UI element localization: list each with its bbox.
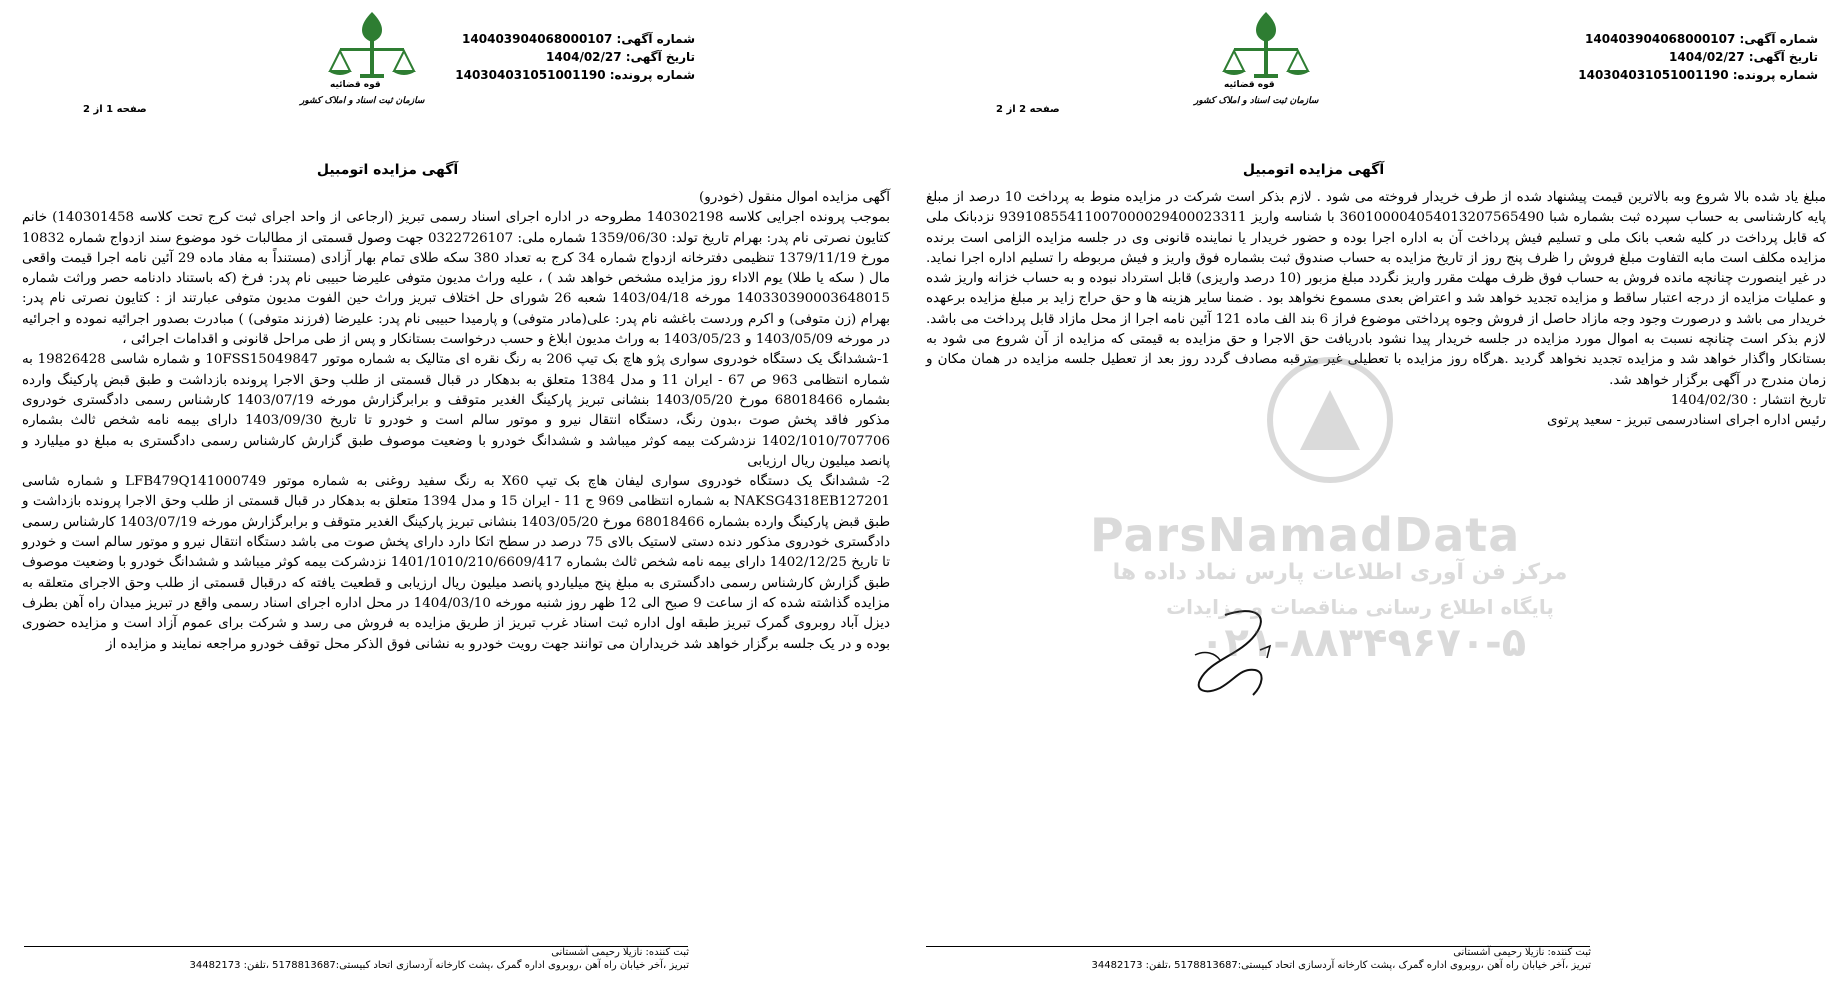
body-paragraph: مبلغ یاد شده بالا شروع وبه بالاترین قیمت پیشنهاد شده از طرف خریدار فروخته می شود . لازم بذکر است شرکت در مزایده منوط به پرداخت 10 درصد از مبلغ پایه کارشناسی به حساب سپرده ثبت بشماره شبا 360100004054013207565490 با شناسه واریز 93910855411007000029400023311 نزدبانک ملی که قابل پرداخت در کلیه شعب بانک ملی و تسلیم فیش پرداخت آن به اداره اجرا بوده و حضور خریدار یا نماینده قانونی وی در جلسه مزایده الزامی است برنده مزایده مکلف است مابه التفاوت مبلغ فروش را ظرف پنج روز از تاریخ مزایده به حساب صندوق ثبت بشماره فوق واریز و فیش مربوطه را تسلیم اداره اجرا نماید. در غیر اینصورت چنانچه مانده فروش به حساب فوق ظرف مهلت مقرر واریز نگردد مبلغ مزبور (10 درصد واریزی) قابل استرداد نبوده و به حساب خزانه واریز شده و عملیات مزایده از درجه اعتبار ساقط و مزایده تجدید خواهد شد و اعتراض بعدی مسموع نخواهد بود . ضمنا سایر هزینه ها و حق حراج زاید بر مبلغ مزایده برعهده خریدار می باشد و درصورت وجود وجه مازاد حاصل از فروش وجوه پرداختی موضوع فراز 6 بند الف ماده 121 آئین نامه اجرا از محل مازاد قابل پرداخت می باشد. لازم بذکر است چنانچه نسبت به اموال مورد مزایده در جلسه خریدار پیدا نشود بادریافت حق الاجرا و حق مزایده به قیمتی که مزایده از آن شروع می شود به بستانکار واگذار خواهد شد و مزایده تجدید نخواهد گردید .هرگاه روز مزایده با تعطیلی غیر مترقبه مصادف گردد روز بعد از تعطیل جلسه مزایده در همان مکان و زمان مندرج در آگهی برگزار خواهد شد. <box>926 190 1827 388</box>
footer <box>931 946 1591 972</box>
watermark-line-1: مرکز فن آوری اطلاعات پارس نماد داده ها <box>1112 560 1568 585</box>
page-number: صفحه 2 از 2 <box>996 104 1060 115</box>
body-paragraph: بموجب پرونده اجرایی کلاسه 140302198 مطروحه در اداره اجرای اسناد رسمی تبریز (ارجاعی از واحد اجرای ثبت کرج تحت کلاسه 140301458) خانم کتایون نصرتی نام پدر: بهرام تاریخ تولد: 1359/06/30 شماره ملی: 0322726107 جهت وصول قسمتی از مطالبات خود موضوع سند ازدواج شماره 10832 مورخ 1379/11/19 تنظیمی دفترخانه ازدواج شماره 34 کرج به تعداد 380 سکه طلای تمام بهار آزادی (مستنداً به مفاد ماده 29 آئین نامه اجرا قیمت واقعی مال ( سکه یا طلا) یوم الاداء روز مزایده مشخص خواهد شد ) ، علیه وراث مدیون متوفی علیرضا حبیبی نام پدر: فرخ (که باستناد دادنامه حصر وراثت شماره 140330390003648015 مورخه 1403/04/18 شعبه 26 شورای حل اختلاف تبریز وراث حین الفوت مدیون متوفی عبارتند از : کتایون نصرتی نام پدر: بهرام (زن متوفی) و اکرم وردست باغشه نام پدر: علی(مادر متوفی) و پارمیدا حبیبی نام پدر: علیرضا (فرزند متوفی) ) مبادرت بصدور اجرائیه نموده و اجرائیه در مورخه 1403/05/09 و 1403/05/23 به وراث مدیون ابلاغ و حسب درخواست بستانکار و پس از طی مراحل قانونی و اقدامات اجرائی ، <box>22 210 890 348</box>
case-number: شماره پرونده: 140304031051001190 <box>455 68 695 82</box>
ad-date: تاریخ آگهی: 1404/02/27 <box>546 50 695 64</box>
vehicle-item-1: 1-ششدانگ یک دستگاه خودروی سواری پژو هاچ بک تیپ 206 به رنگ نقره ای متالیک به شماره موتور 10FSS15049847 و شماره شاسی 19826428 به شماره انتظامی 963 ص 67 - ایران 11 و مدل 1384 متعلق به بدهکار در قبال قسمتی از طلب وحق الاجرا پرونده بازداشت و طبق قبض پارکینگ وارده بشماره 68018466 مورخ 1403/05/20 بنشانی تبریز پارکینگ الغدیر متوقف و برابرگزارش مورخه 1403/07/19 کارشناس رسمی دادگستری خودروی مذکور فاقد پخش صوت ،بدون رنگ، دستگاه انتقال نیرو و موتور سالم است و خودرو تا تاریخ 1403/09/30 دارای بیمه نامه شخص ثالث بشماره 1402/1010/707706 نزدشرکت بیمه کوثر میباشد و ششدانگ خودرو با وضعیت موصوف طبق گزارش کارشناس رسمی دادگستری به مبلغ دو میلیارد و پانصد میلیون ریال ارزیابی <box>22 352 891 469</box>
footer-registrant: ثبت کننده: نازیلا رحیمی آشستانی <box>1453 947 1591 958</box>
judiciary-label: قوه قضائیه <box>1224 80 1275 90</box>
footer-address: تبریز ،آخر خیابان راه آهن ،روبروی اداره گمرک ،پشت کارخانه آردسازی اتحاد کبیستی:5178813687 ،تلفن: 34482173 <box>1091 960 1591 971</box>
organization-name: سازمان ثبت اسناد و املاک کشور <box>1194 96 1319 106</box>
auction-notice-page-1 <box>0 0 915 987</box>
case-number: شماره پرونده: 140304031051001190 <box>1578 68 1818 82</box>
auction-notice-page-2 <box>916 0 1831 987</box>
notice-body <box>22 188 890 655</box>
footer <box>29 946 689 972</box>
watermark-brand: ParsNamadData <box>1090 508 1521 562</box>
organization-name: سازمان ثبت اسناد و املاک کشور <box>300 96 425 106</box>
footer-registrant: ثبت کننده: نازیلا رحیمی آشستانی <box>551 947 689 958</box>
page-number: صفحه 1 از 2 <box>83 104 147 115</box>
watermark-line-2: پایگاه اطلاع رسانی مناقصات و مزایدات <box>1166 595 1554 619</box>
watermark-phone: ۰۲۱-۸۸۳۴۹۶۷۰-۵ <box>1200 620 1527 666</box>
footer-address: تبریز ،آخر خیابان راه آهن ،روبروی اداره گمرک ،پشت کارخانه آردسازی اتحاد کبیستی:5178813687 ،تلفن: 34482173 <box>189 960 689 971</box>
body-heading: آگهی مزایده اموال منقول (خودرو) <box>699 190 890 205</box>
ad-meta <box>435 30 695 84</box>
ad-number: شماره آگهی: 140403904068000107 <box>462 32 695 46</box>
vehicle-item-2: 2- ششدانگ یک دستگاه خودروی سواری لیفان هاچ بک تیپ X60 به رنگ سفید روغنی به شماره موتور LFB479Q141000749 و شماره شاسی NAKSG4318EB127201 به شماره انتظامی 969 ج 11 - ایران 15 و مدل 1394 متعلق به بدهکار در قبال قسمتی از طلب وحق الاجرا پرونده بازداشت و طبق قبض پارکینگ وارده بشماره 68018466 مورخ 1403/05/20 بنشانی تبریز پارکینگ الغدیر متوقف و برابرگزارش مورخه 1403/07/19 کارشناس رسمی دادگستری خودروی مذکور دنده دستی لاستیک بالای 75 درصد در سطح اتکا دارد دارای پخش صوت می باشد دستگاه انتقال نیرو و موتور سالم است و خودرو تا تاریخ 1402/12/25 دارای بیمه نامه شخص ثالث بشماره 1401/1010/210/6609/417 نزدشرکت بیمه کوثر میباشد و ششدانگ خودرو با وضعیت موصوف طبق گزارش کارشناس رسمی دادگستری به مبلغ پنج میلیاردو پانصد میلیون ریال ارزیابی و قطعیت یافته که درقبال قسمتی از طلب وحق الاجرای متعلقه به مزایده گذاشته شده که از ساعت 9 صبح الی 12 ظهر روز شنبه مورخه 1404/03/10 در محل اداره اجرای اسناد رسمی واقع در تبریز میدان راه آهن بطرف دیزل آباد روبروی گمرک تبریز طبقه اول اداره ثبت اسناد غرب تبریز از طریق مزایده به فروش می رسد و شرکت برای عموم آزاد است و مزایده حضوری بوده و در یک جلسه برگزار خواهد شد خریداران می توانند جهت رویت خودرو به نشانی فوق الذکر محل توقف خودرو مراجعه نمایند و مزایده از <box>22 474 890 652</box>
signatory: رئیس اداره اجرای اسنادرسمی تبریز - سعید پرتوی <box>1547 413 1826 429</box>
ad-number: شماره آگهی: 140403904068000107 <box>1585 32 1818 46</box>
judiciary-label: قوه قضائیه <box>330 80 381 90</box>
handwritten-signature-icon <box>1165 595 1315 715</box>
notice-title: آگهی مزایده اتومبیل <box>1242 162 1385 178</box>
notice-body <box>926 188 1826 432</box>
notice-title: آگهی مزایده اتومبیل <box>316 162 459 178</box>
ad-meta <box>1558 30 1818 84</box>
ad-date: تاریخ آگهی: 1404/02/27 <box>1669 50 1818 64</box>
publish-date: تاریخ انتشار : 1404/02/30 <box>1670 392 1826 408</box>
